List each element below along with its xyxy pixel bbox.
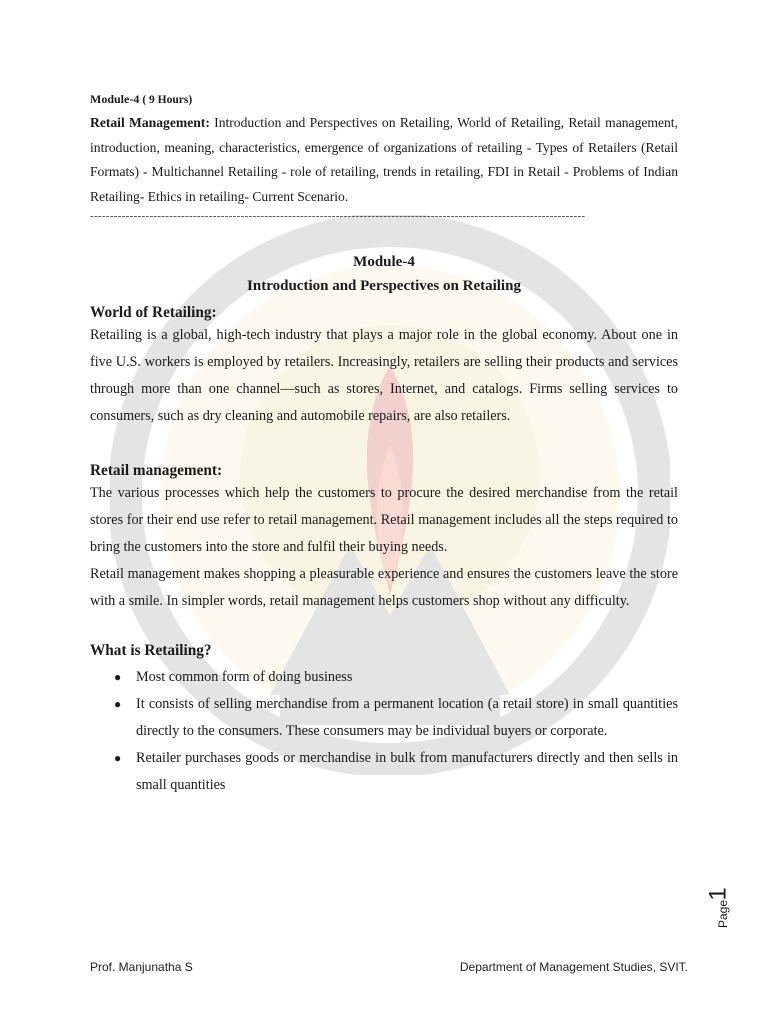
dashed-separator: ----------------------------------------------------------------------------------------------------------------------------- <box>90 210 586 222</box>
bullet-list <box>90 664 678 799</box>
section-world-of-retailing <box>90 304 678 430</box>
bullet-icon: ● <box>114 697 122 711</box>
section-body: Retailing is a global, high-tech industry that plays a major role in the global economy. About one in five U.S. workers is employed by retailers. Increasingly, retailers are selling their products and services through more than one channel—such as stores, Internet, and catalogs. Firms selling services to consumers, such as dry cleaning and automobile repairs, are also retailers. <box>90 327 678 424</box>
syllabus-bold-label: Retail Management: <box>90 115 210 130</box>
list-item-text: It consists of selling merchandise from a permanent location (a retail store) in small quantities directly to the consumers. These consumers may be individual buyers or corporate. <box>136 696 678 739</box>
section-heading: Retail management: <box>90 462 223 479</box>
module-subtitle: Introduction and Perspectives on Retailing <box>247 278 521 294</box>
list-item-text: Most common form of doing business <box>136 669 353 685</box>
syllabus-paragraph <box>90 111 678 209</box>
bullet-icon: ● <box>114 751 122 765</box>
page-number <box>704 880 748 940</box>
section-body: Retail management makes shopping a pleasurable experience and ensures the customers leave the store with a smile. In simpler words, retail management helps customers shop without any difficulty. <box>90 566 678 609</box>
module-title: Module-4 <box>353 254 415 270</box>
list-item <box>90 664 678 691</box>
footer-department: Department of Management Studies, SVIT. <box>459 960 688 974</box>
list-item-text: Retailer purchases goods or merchandise in bulk from manufacturers directly and then sells in small quantities <box>136 750 678 793</box>
syllabus-hours: ( 9 Hours) <box>142 94 193 106</box>
page-content <box>90 92 678 799</box>
section-heading: What is Retailing? <box>90 642 212 659</box>
syllabus-text: Introduction and Perspectives on Retailing, World of Retailing, Retail management, introduction, meaning, characteristics, emergence of organizations of retailing - Types of Retailers (Retail Formats) - Multichannel Retailing - role of retailing, trends in retailing, FDI in Retail - Problems of Indian Retailing- Ethics in retailing- Current Scenario. <box>90 115 678 204</box>
section-heading: World of Retailing: <box>90 304 217 321</box>
bullet-icon: ● <box>114 670 122 684</box>
list-item <box>90 745 678 799</box>
page-number-value: 1 <box>704 887 732 901</box>
section-what-is-retailing <box>90 642 678 799</box>
page-number-label: Page <box>716 899 730 928</box>
syllabus-module-label: Module-4 <box>90 92 140 106</box>
section-retail-management <box>90 462 678 615</box>
footer-author: Prof. Manjunatha S <box>90 960 193 974</box>
syllabus-heading <box>90 92 678 107</box>
list-item <box>90 691 678 745</box>
section-body: The various processes which help the customers to procure the desired merchandise from the retail stores for their end use refer to retail management. Retail management includes all the steps required to bring the customers into the store and fulfil their buying needs. <box>90 485 678 555</box>
